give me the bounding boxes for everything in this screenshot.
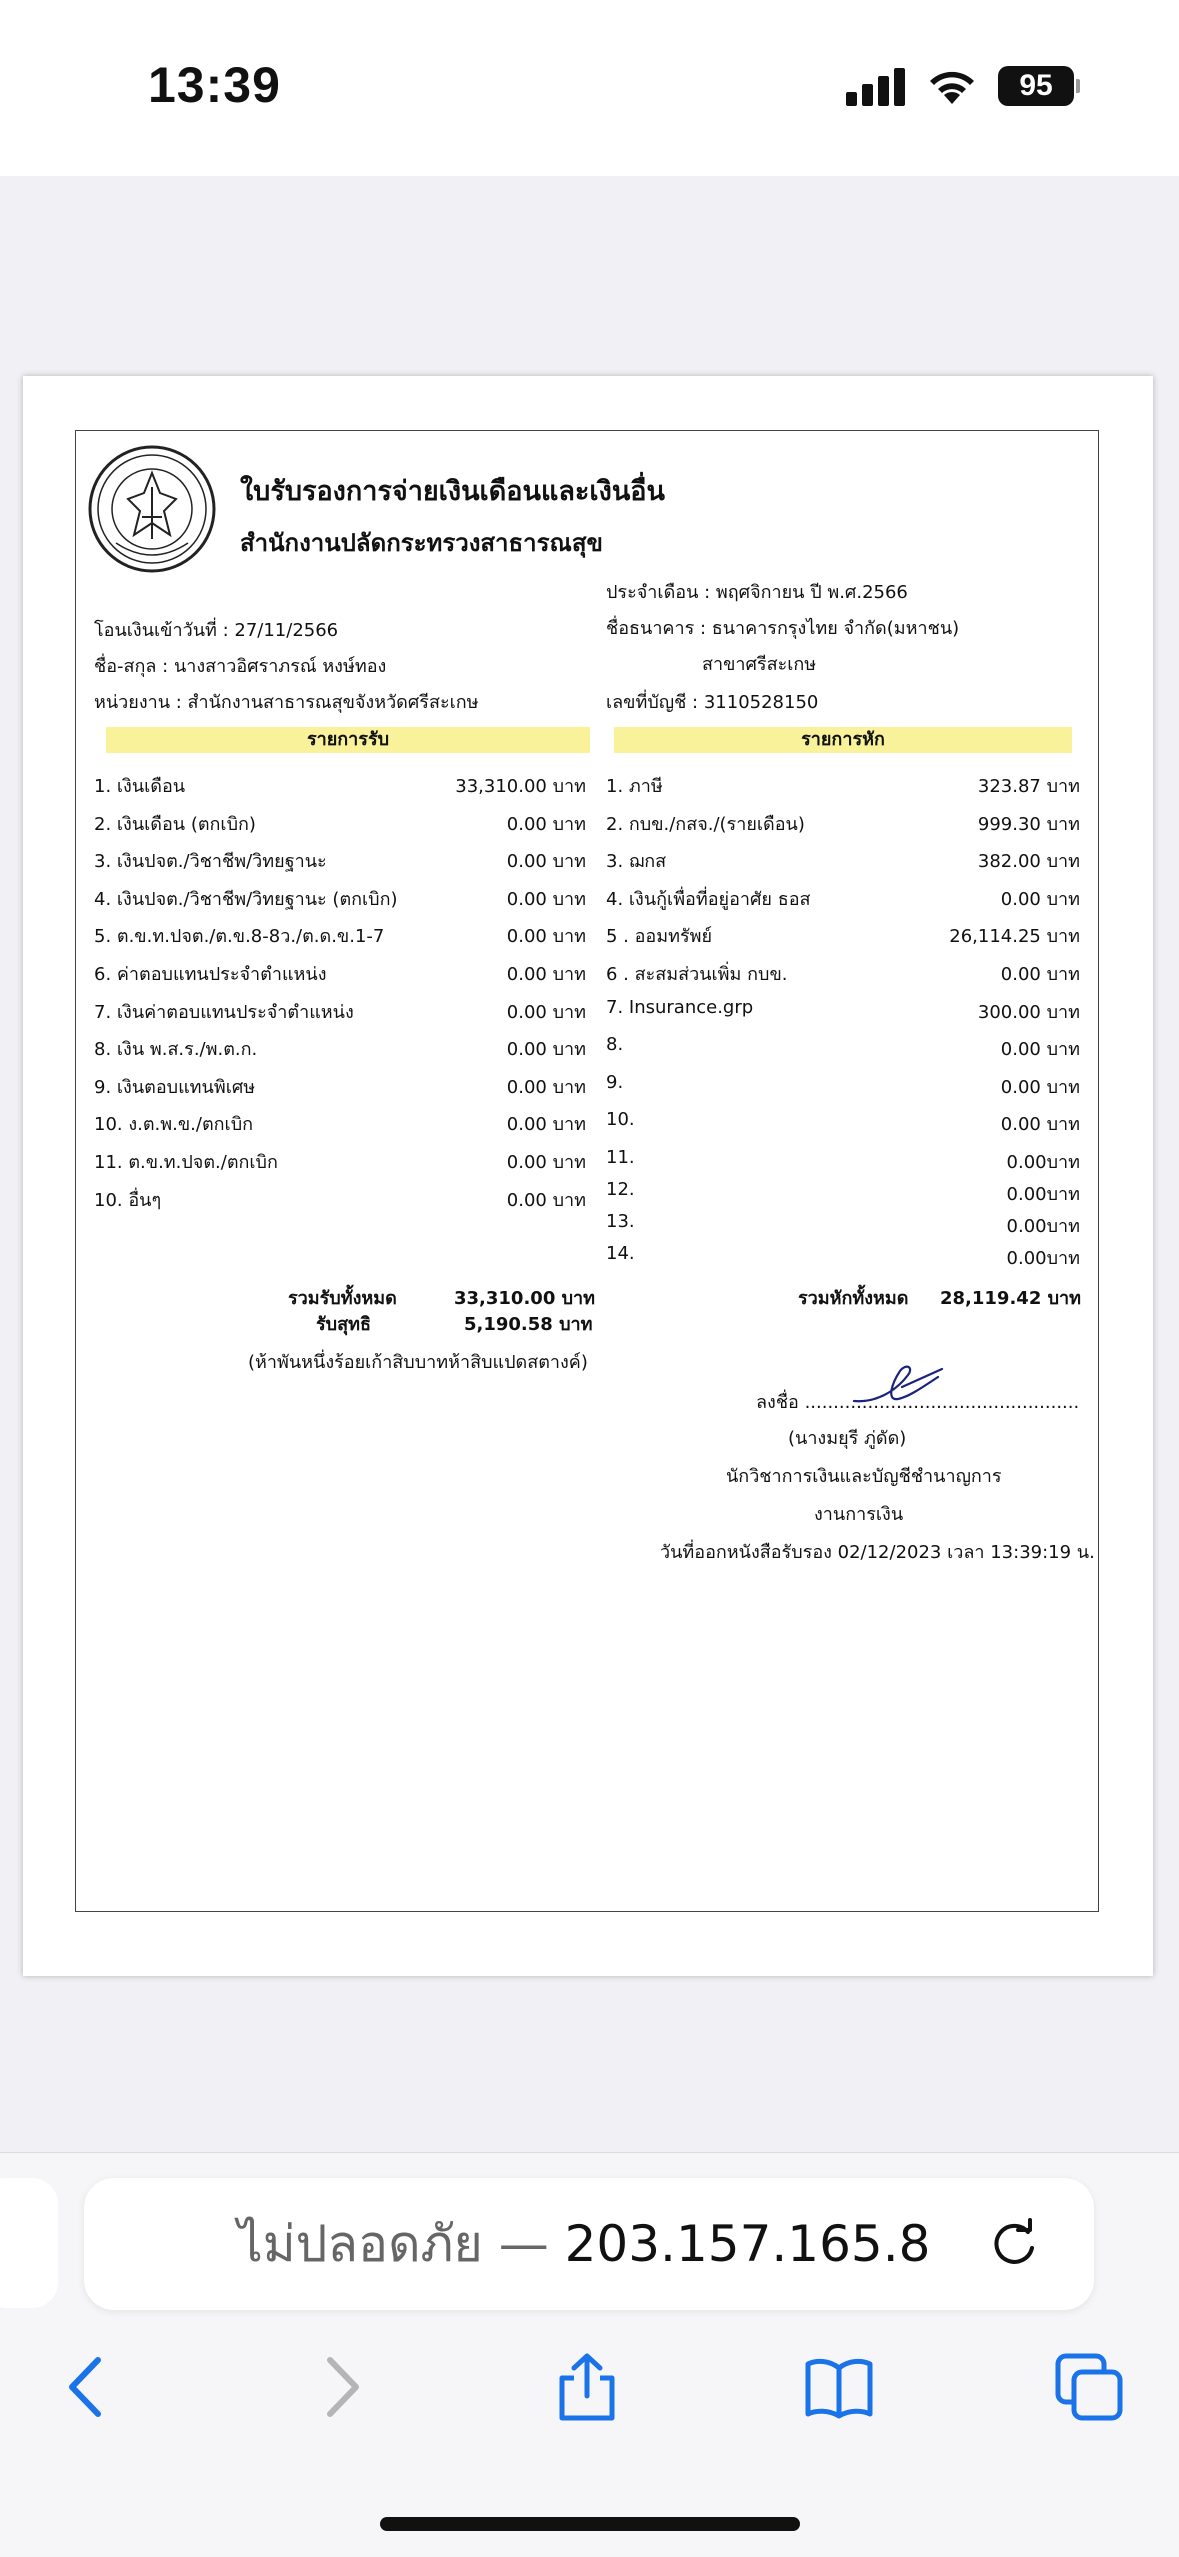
deduction-amount: 26,114.25 บาท — [949, 926, 1080, 948]
income-amount: 33,310.00 บาท — [455, 776, 586, 797]
net-label: รับสุทธิ — [316, 1314, 371, 1335]
deduction-label: 2. กบข./กสจ./(รายเดือน) — [606, 813, 805, 835]
deduction-amount: 0.00 บาท — [1000, 964, 1080, 985]
info-name: ชื่อ-สกุล : นางสาวอิศราภรณ์ หงษ์ทอง — [94, 656, 387, 677]
deduction-amount: 0.00 บาท — [1000, 1076, 1080, 1098]
deduction-label: 14. — [606, 1243, 635, 1264]
deduction-row — [606, 1179, 1080, 1209]
deduction-amount: 0.00บาท — [1006, 1216, 1080, 1237]
deduction-row — [606, 809, 1080, 839]
address-text — [144, 2178, 1024, 2310]
address-bar[interactable] — [84, 2178, 1094, 2310]
ministry-seal-logo — [86, 443, 218, 575]
deduction-row — [606, 884, 1080, 914]
document-page — [23, 376, 1153, 1976]
deduction-label: 3. ฌกส — [606, 851, 667, 873]
security-label: ไม่ปลอดภัย — — [237, 2215, 549, 2273]
income-row — [94, 771, 586, 801]
deduction-label: 11. — [606, 1147, 635, 1168]
net-value: 5,190.58 บาท — [464, 1314, 593, 1335]
info-month: ประจำเดือน : พฤศจิกายน ปี พ.ศ.2566 — [606, 582, 908, 603]
deduction-amount: 0.00 บาท — [1000, 888, 1080, 910]
income-label: 10. อื่นๆ — [94, 1189, 162, 1211]
deduction-row — [606, 997, 1080, 1027]
income-row — [94, 1109, 586, 1139]
income-row — [94, 1034, 586, 1064]
income-header: รายการรับ — [106, 727, 590, 753]
income-row — [94, 997, 586, 1027]
deduction-row — [606, 1243, 1080, 1273]
share-icon[interactable] — [552, 2352, 622, 2422]
total-income-label: รวมรับทั้งหมด — [288, 1288, 397, 1309]
url-address: 203.157.165.8 — [564, 2215, 931, 2273]
wifi-icon — [924, 60, 980, 106]
info-branch: สาขาศรีสะเกษ — [702, 654, 817, 675]
deduction-amount: 300.00 บาท — [977, 1001, 1080, 1023]
income-amount: 0.00 บาท — [506, 1039, 586, 1061]
info-unit: หน่วยงาน : สำนักงานสาธารณสุขจังหวัดศรีสะเกษ — [94, 692, 479, 713]
previous-tab-preview[interactable] — [0, 2178, 58, 2308]
deduction-amount: 0.00บาท — [1006, 1152, 1080, 1173]
signer-position: นักวิชาการเงินและบัญชีชำนาญการ — [726, 1466, 1002, 1487]
deduction-row — [606, 1211, 1080, 1241]
status-bar — [0, 0, 1179, 176]
document-title: ใบรับรองการจ่ายเงินเดือนและเงินอื่น — [240, 476, 665, 507]
income-label: 11. ต.ข.ท.ปจต./ตกเบิก — [94, 1152, 278, 1173]
forward-icon[interactable] — [306, 2352, 376, 2422]
income-row — [94, 921, 586, 951]
home-indicator[interactable] — [380, 2517, 800, 2531]
status-time: 13:39 — [148, 57, 281, 113]
deduction-amount: 0.00บาท — [1006, 1184, 1080, 1205]
income-label: 5. ต.ข.ท.ปจต./ต.ข.8-8ว./ต.ด.ข.1-7 — [94, 926, 385, 948]
income-amount: 0.00 บาท — [506, 813, 586, 835]
deduction-label: 5 . ออมทรัพย์ — [606, 926, 713, 948]
battery-tip — [1076, 79, 1080, 93]
total-deduction-value: 28,119.42 บาท — [940, 1288, 1082, 1309]
income-label: 9. เงินตอบแทนพิเศษ — [94, 1076, 256, 1098]
deduction-label: 4. เงินกู้เพื่อที่อยู่อาศัย ธอส — [606, 888, 811, 910]
issue-timestamp: วันที่ออกหนังสือรับรอง 02/12/2023 เวลา 13:39:19 น. — [660, 1542, 1095, 1563]
signer-department: งานการเงิน — [814, 1504, 904, 1525]
deduction-row — [606, 1034, 1080, 1064]
deduction-label: 1. ภาษี — [606, 776, 663, 797]
income-amount: 0.00 บาท — [506, 888, 586, 910]
income-amount: 0.00 บาท — [506, 1001, 586, 1023]
deduction-label: 12. — [606, 1179, 635, 1200]
income-amount: 0.00 บาท — [506, 1189, 586, 1211]
info-account: เลขที่บัญชี : 3110528150 — [606, 692, 819, 713]
deduction-row — [606, 1109, 1080, 1139]
deduction-row — [606, 1072, 1080, 1102]
income-amount: 0.00 บาท — [506, 1114, 586, 1136]
income-label: 10. ง.ต.พ.ข./ตกเบิก — [94, 1114, 254, 1136]
deduction-amount: 0.00 บาท — [1000, 1039, 1080, 1061]
battery-icon: 95 — [998, 66, 1074, 106]
deduction-label: 8. — [606, 1034, 624, 1056]
deduction-amount: 0.00บาท — [1006, 1248, 1080, 1269]
deduction-row — [606, 1147, 1080, 1177]
income-label: 2. เงินเดือน (ตกเบิก) — [94, 813, 256, 835]
deduction-label: 6 . สะสมส่วนเพิ่ม กบข. — [606, 964, 788, 985]
deduction-label: 7. Insurance.grp — [606, 996, 754, 1018]
income-row — [94, 959, 586, 989]
income-label: 7. เงินค่าตอบแทนประจำตำแหน่ง — [94, 1001, 354, 1023]
deduction-row — [606, 771, 1080, 801]
income-label: 6. ค่าตอบแทนประจำตำแหน่ง — [94, 964, 327, 985]
income-row — [94, 1185, 586, 1215]
cellular-signal-icon — [846, 66, 906, 106]
deduction-header: รายการหัก — [614, 727, 1072, 753]
info-transfer-date: โอนเงินเข้าวันที่ : 27/11/2566 — [94, 620, 339, 641]
income-amount: 0.00 บาท — [506, 851, 586, 873]
income-amount: 0.00 บาท — [506, 1152, 586, 1173]
deduction-amount: 0.00 บาท — [1000, 1114, 1080, 1136]
income-row — [94, 846, 586, 876]
net-in-words: (ห้าพันหนึ่งร้อยเก้าสิบบาทห้าสิบแปดสตางค์) — [248, 1352, 588, 1373]
deduction-amount: 999.30 บาท — [977, 813, 1080, 835]
signer-name: (นางมยุรี ภู่ดัด) — [788, 1428, 907, 1449]
deduction-row — [606, 921, 1080, 951]
income-row — [94, 884, 586, 914]
income-row — [94, 809, 586, 839]
income-amount: 0.00 บาท — [506, 1076, 586, 1098]
income-row — [94, 1072, 586, 1102]
deduction-row — [606, 959, 1080, 989]
deduction-label: 10. — [606, 1109, 635, 1131]
bookmarks-icon[interactable] — [804, 2352, 874, 2422]
income-label: 8. เงิน พ.ส.ร./พ.ต.ก. — [94, 1039, 258, 1061]
income-amount: 0.00 บาท — [506, 926, 586, 948]
income-amount: 0.00 บาท — [506, 964, 586, 985]
sign-line: ลงชื่อ ................................................ — [756, 1392, 1080, 1413]
back-icon[interactable] — [52, 2352, 122, 2422]
deduction-row — [606, 846, 1080, 876]
deduction-label: 13. — [606, 1211, 635, 1232]
deduction-label: 9. — [606, 1071, 624, 1093]
income-label: 4. เงินปจต./วิชาชีพ/วิทยฐานะ (ตกเบิก) — [94, 888, 398, 910]
income-label: 3. เงินปจต./วิชาชีพ/วิทยฐานะ — [94, 851, 327, 873]
tabs-icon[interactable] — [1054, 2352, 1124, 2422]
total-deduction-label: รวมหักทั้งหมด — [798, 1288, 909, 1309]
deduction-amount: 323.87 บาท — [977, 776, 1080, 797]
income-label: 1. เงินเดือน — [94, 776, 186, 797]
total-income-value: 33,310.00 บาท — [454, 1288, 596, 1309]
income-row — [94, 1147, 586, 1177]
reload-icon[interactable] — [988, 2218, 1040, 2270]
info-bank: ชื่อธนาคาร : ธนาคารกรุงไทย จำกัด(มหาชน) — [606, 618, 960, 639]
document-frame — [75, 430, 1099, 1912]
deduction-amount: 382.00 บาท — [977, 851, 1080, 873]
handwritten-signature — [846, 1361, 946, 1411]
document-subtitle: สำนักงานปลัดกระทรวงสาธารณสุข — [240, 529, 603, 557]
